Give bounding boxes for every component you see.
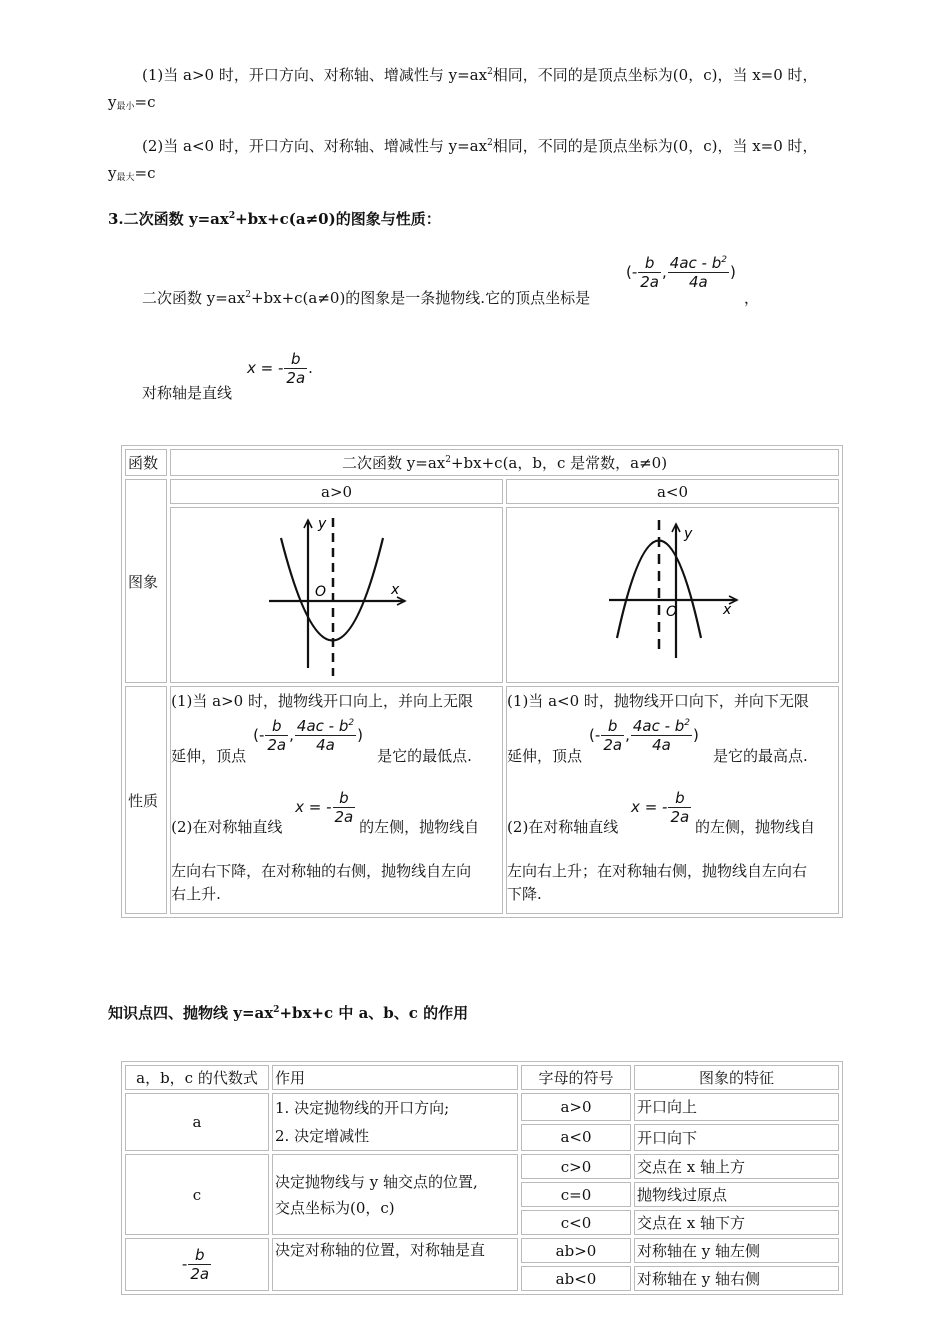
header-function: 函数 [125, 449, 167, 476]
row-b-role: 决定对称轴的位置，对称轴是直 [272, 1238, 518, 1291]
parabola-up-graph [173, 508, 499, 678]
svg-text:O: O [666, 604, 678, 620]
property-cell-up: (1)当 a>0 时，抛物线开口向上，并向上无限 延伸，顶点 (- $\frac{b}{2a}$ , $\frac{4ac - b^2}{4a}$ ) 是它的最低点. (2)在对称轴直线 x = - $\frac{b}{2a}$ 的左侧，抛物线自 左向右下降，在对称轴的右侧，抛物线自左向 右上升. [170, 686, 503, 914]
vertex-comma: ， [744, 289, 760, 307]
paragraph-a-positive-line2: $y_{最小}=c$ [108, 93, 156, 112]
vertex-sentence: 二次函数 $y=ax^2+bx+c(a\ne 0)$的图象是一条抛物线.它的顶点坐标是 [142, 289, 591, 307]
header-title: 二次函数 $y=ax^2+bx+c(a$，b，c 是常数，a≠0) [170, 449, 839, 476]
header-feature: 图象的特征 [634, 1065, 839, 1090]
row-a-role: 1. 决定抛物线的开口方向; 2. 决定增减性 [272, 1093, 518, 1151]
paragraph-a-negative-line2: $y_{最大}=c$ [108, 164, 156, 183]
svg-text:y: y [684, 526, 693, 542]
header-expression: a，b，c 的代数式 [125, 1065, 269, 1090]
graph-cell-down [506, 507, 839, 683]
header-a-negative: a<0 [506, 479, 839, 504]
axis-sentence: 对称轴是直线 [142, 384, 233, 402]
row-b-label: - $\frac{b}{2a}$ [125, 1238, 269, 1291]
section-3-heading: 3.二次函数 $y=ax^2+bx+c(a\ne 0)$的图象与性质： [108, 210, 441, 228]
row-a-label: a [125, 1093, 269, 1151]
row-label-graph: 图象 [125, 479, 167, 683]
parabola-down-graph [509, 508, 835, 678]
svg-text:x: x [391, 582, 400, 598]
property-cell-down: (1)当 a<0 时，抛物线开口向下，并向下无限 延伸，顶点 (- $\frac{b}{2a}$ , $\frac{4ac - b^2}{4a}$ ) 是它的最高点. (2)在对称轴直线 x = - $\frac{b}{2a}$ 的左侧，抛物线自 左向右上升；在对称轴右侧，抛物线自左向右 下降. [506, 686, 839, 914]
graph-cell-up [170, 507, 503, 683]
abc-role-table: a，b，c 的代数式 作用 字母的符号 图象的特征 a 1. 决定抛物线的开口方向; 2. 决定增减性 a>0 开口向上 a<0 开口向下 c 决定抛物线与 y 轴交点的位置, 交点坐标为(0，c) c>0 交点在 x 轴上方 c=0 抛物线过原点 c<0 交点在 x 轴下方 - $\frac{b}{2a}$ 决定对称轴的位置，对称轴是直 ab>0 对称轴在 y 轴左侧 ab<0 对称轴在 y 轴右侧 [121, 1061, 843, 1295]
header-sign: 字母的符号 [521, 1065, 631, 1090]
row-label-property: 性质 [125, 686, 167, 914]
axis-formula: x = - $\frac{b}{2a}$ . [247, 350, 313, 387]
header-role: 作用 [272, 1065, 518, 1090]
row-c-role: 决定抛物线与 y 轴交点的位置, 交点坐标为(0，c) [272, 1154, 518, 1235]
paragraph-a-negative: (2)当 a<0 时，开口方向、对称轴、增减性与 $y=ax^2$相同，不同的是顶点坐标为(0，c)，当 x=0 时， [142, 137, 818, 155]
vertex-formula: (- $\frac{b}{2a}$ , $\frac{4ac - b^2}{4a}$ ) [626, 254, 736, 291]
svg-text:O: O [315, 584, 327, 600]
paragraph-a-positive: (1)当 a>0 时，开口方向、对称轴、增减性与 $y=ax^2$相同，不同的是顶点坐标为(0，c)，当 x=0 时， [142, 66, 818, 84]
svg-text:y: y [318, 516, 327, 532]
section-4-heading: 知识点四、抛物线 $y=ax^2+bx+c$ 中 a、b、c 的作用 [108, 1004, 469, 1022]
quadratic-properties-table [121, 445, 843, 918]
header-a-positive: a>0 [170, 479, 503, 504]
row-c-label: c [125, 1154, 269, 1235]
svg-text:x: x [723, 602, 732, 618]
